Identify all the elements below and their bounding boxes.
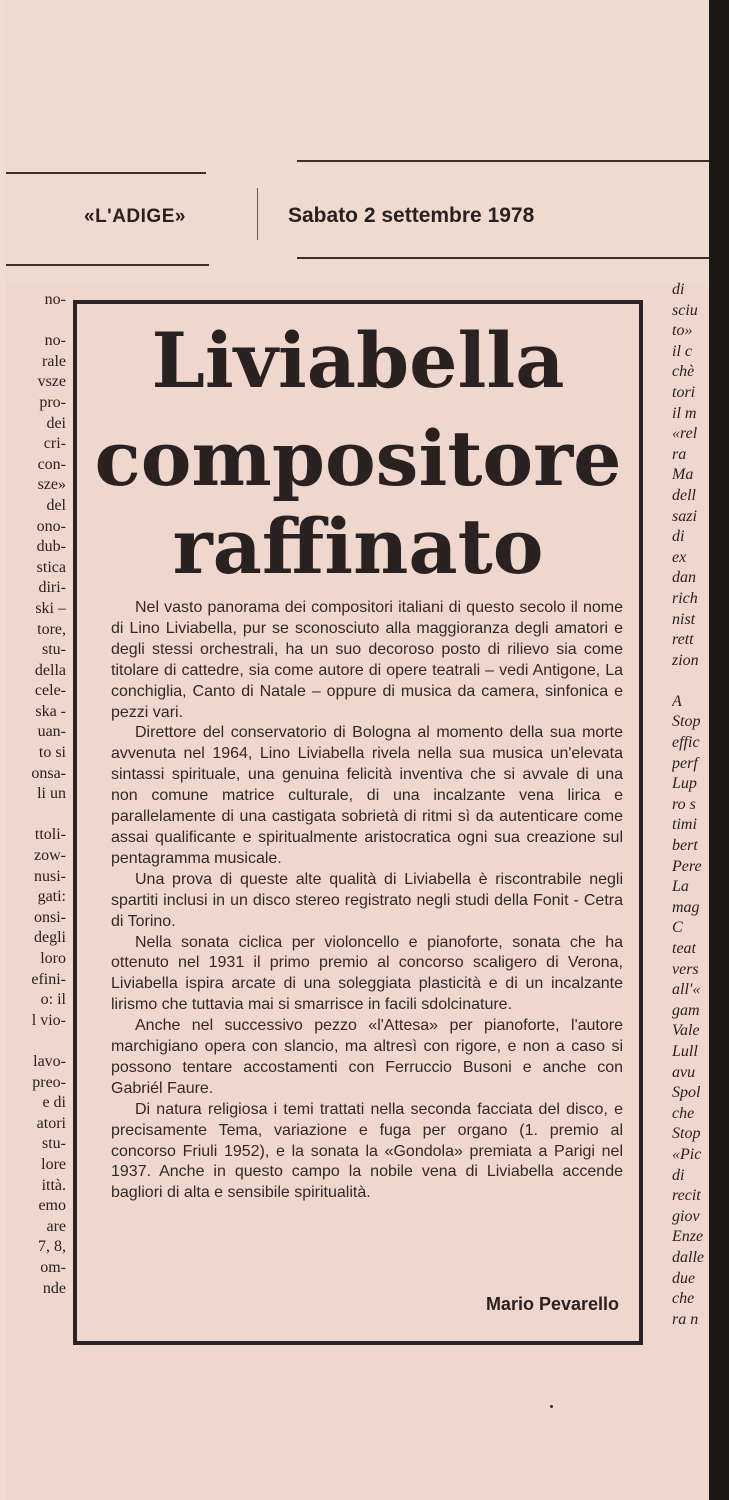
right-column-fragment: Ma (672, 466, 694, 484)
right-column-fragment: to» (672, 322, 693, 340)
right-column-fragment: Pere (672, 857, 702, 875)
right-column-fragment: Lup (672, 775, 697, 793)
right-column-fragment: giov (672, 1207, 700, 1225)
right-column-fragment: ra (672, 445, 687, 463)
masthead-divider (257, 188, 258, 240)
left-column-fragment: gati: (37, 888, 66, 906)
left-column-fragment: ono- (36, 517, 66, 535)
adjacent-column-right (672, 280, 712, 1330)
right-column-fragment (672, 671, 712, 692)
left-column-fragment: ttoli- (34, 826, 66, 844)
left-column-fragment: nde (42, 1279, 66, 1297)
left-column-fragment: loro (40, 950, 66, 967)
right-column-fragment: timi (672, 816, 697, 834)
left-column-fragment: no- (44, 332, 66, 350)
left-column-fragment: om- (40, 1258, 66, 1276)
right-column-fragment: ex (672, 548, 687, 566)
right-column-fragment: di (672, 528, 685, 546)
left-column-fragment: lore (41, 1155, 66, 1173)
left-column-fragment: dei (46, 414, 66, 432)
left-column-fragment: to si (38, 744, 66, 762)
left-column-fragment: ska - (35, 702, 66, 720)
publication-date: Sabato 2 settembre 1978 (288, 204, 535, 227)
right-column-fragment: dalle (672, 1248, 704, 1266)
left-column-fragment: onsa- (31, 764, 66, 782)
right-column-fragment: La (672, 878, 689, 896)
article-paragraph: Anche nel successivo pezzo «l'Attesa» per pianoforte, l'autore marchigiano opera con slancio, ma altresì con rigore, e non a caso si possono tentare accostamenti con Ferruccio Busoni e anche con Gabriél Faure. (111, 1017, 623, 1097)
article-frame (73, 300, 643, 1345)
left-column-fragment: ittà. (41, 1176, 66, 1194)
left-column-fragment: emo (38, 1197, 66, 1215)
right-column-fragment: vers (672, 960, 699, 978)
headline-line: Liviabella (151, 316, 565, 405)
right-column-fragment: di (672, 281, 685, 298)
right-column-fragment: due (672, 1269, 696, 1287)
left-column-fragment: sze» (37, 476, 66, 494)
left-column-fragment: no- (44, 291, 66, 308)
left-column-fragment: stica (36, 558, 66, 576)
right-column-fragment: gam (672, 1001, 700, 1019)
newspaper-name: «L'ADIGE» (84, 206, 186, 227)
left-column-fragment: zow- (34, 847, 66, 865)
masthead-rule-bottom-left (6, 264, 209, 266)
headline-line: raffinato (172, 502, 544, 591)
left-column-fragment: della (34, 661, 66, 679)
right-column-fragment: mag (672, 898, 700, 916)
right-column-fragment: dell (672, 486, 696, 504)
article-body (111, 598, 623, 1204)
right-column-fragment: sciu (672, 301, 698, 319)
left-column-fragment: tore, (37, 620, 66, 638)
left-column-fragment: are (46, 1217, 66, 1235)
right-column-fragment: il c (672, 342, 692, 360)
right-column-fragment: Stop (672, 1125, 701, 1143)
right-column-fragment: Lull (672, 1042, 698, 1060)
left-column-fragment: del (46, 496, 66, 514)
left-column-fragment (6, 1031, 66, 1052)
article-byline: Mario Pevarello (485, 1294, 619, 1314)
left-column-fragment: rale (42, 352, 66, 370)
masthead-rule-bottom-right (297, 257, 709, 259)
left-column-fragment: stu- (42, 641, 66, 659)
right-column-fragment: tori (672, 383, 696, 401)
right-column-fragment: «rel (672, 425, 698, 443)
left-column-fragment: degli (34, 929, 66, 947)
left-column-fragment (6, 805, 66, 826)
right-column-fragment: rich (672, 589, 698, 607)
left-column-fragment: dub- (36, 538, 66, 556)
left-column-fragment: efini- (31, 970, 66, 988)
right-column-fragment: di (672, 1166, 685, 1184)
left-column-fragment: li un (37, 785, 66, 803)
right-column-fragment: rett (672, 631, 694, 649)
masthead-rule-top-right (297, 160, 709, 162)
right-column-fragment: che (672, 1290, 695, 1308)
clipping-header-paper (6, 0, 709, 290)
scan-background-edge (709, 0, 729, 1500)
right-column-fragment: Spol (672, 1084, 701, 1102)
right-column-fragment: Stop (672, 713, 701, 731)
left-column-fragment: onsi- (34, 908, 66, 926)
left-column-fragment: e di (42, 1094, 66, 1112)
print-speck (550, 1405, 553, 1408)
right-column-fragment: nist (672, 610, 696, 628)
left-column-fragment: stu- (42, 1135, 66, 1153)
right-column-fragment: all'« (672, 981, 701, 999)
left-column-fragment: 7, 8, (38, 1238, 66, 1256)
left-column-fragment: con- (37, 455, 66, 473)
right-column-fragment: Vale (672, 1022, 700, 1040)
article-paragraph: Di natura religiosa i temi trattati nella seconda facciata del disco, e precisamente Tema, variazione e fuga per organo (1. premio al concorso Friuli 1952), e la sonata la «Gondola» premiata a Parigi nel 1937. Anche in questo campo la nobile vena di Liviabella accende bagliori di alta e sensibile spiritualità. (111, 1100, 623, 1202)
left-column-fragment: ski – (35, 599, 66, 617)
right-column-fragment: A (672, 692, 682, 710)
left-column-fragment: atori (36, 1114, 66, 1132)
right-column-fragment: zion (672, 651, 699, 669)
left-column-fragment: pro- (39, 393, 66, 411)
left-column-fragment: cele- (34, 682, 66, 700)
right-column-fragment: effic (672, 734, 700, 752)
article-paragraph: Nel vasto panorama dei compositori italiani di questo secolo il nome di Lino Liviabella, pur se sconosciuto alla maggioranza degli amatori e degli stessi orchestrali, ha un suo decoroso posto di rilievo sia come titolare di cattedre, sia come autore di opere teatrali – vedi Antigone, La conchiglia, Canto di Natale – oppure di musica da camera, sinfonica e pezzi vari. (111, 599, 623, 721)
right-column-fragment: bert (672, 837, 698, 855)
right-column-fragment: il m (672, 404, 697, 422)
left-column-fragment: diri- (38, 579, 66, 597)
masthead-rule-top-left (6, 172, 206, 174)
left-column-fragment: cri- (43, 435, 66, 453)
left-column-fragment: lavo- (33, 1052, 66, 1070)
right-column-fragment: C (672, 919, 683, 937)
adjacent-column-left (6, 290, 66, 1299)
left-column-fragment: l vio- (31, 1011, 66, 1029)
right-column-fragment: ro s (672, 795, 696, 813)
right-column-fragment: Enze (672, 1228, 704, 1246)
left-column-fragment: o: il (40, 991, 66, 1009)
right-column-fragment: teat (672, 940, 696, 957)
right-column-fragment: ra n (672, 1310, 699, 1328)
left-column-fragment: vsze (37, 373, 66, 391)
right-column-fragment: chè (672, 363, 695, 381)
right-column-fragment: recit (672, 1187, 701, 1205)
left-column-fragment: preo- (32, 1073, 66, 1091)
right-column-fragment: perf (672, 754, 698, 772)
left-column-fragment (6, 311, 66, 332)
left-column-fragment: nusi- (34, 867, 66, 885)
right-column-fragment: dan (672, 569, 696, 587)
article-paragraph: Direttore del conservatorio di Bologna al momento della sua morte avvenuta nel 1964, Lino Liviabella rivela nella sua musica un'elevata sintassi spirituale, una genuina felicità inventiva che si avvale di una non comune matrice culturale, di una incalzante vena lirica e parallelamente di una castigata sobrietà di ritmi sì da autenticare come assai qualificante e spiritualmente aristocratica ogni sua creazione sul pentagramma musicale. (111, 724, 623, 867)
right-column-fragment: avu (672, 1063, 696, 1081)
right-column-fragment: «Pic (672, 1145, 702, 1163)
right-column-fragment: sazi (672, 507, 697, 525)
article-paragraph: Una prova di queste alte qualità di Liviabella è riscontrabile negli spartiti inclusi in un disco stereo registrato negli studi della Fonit - Cetra di Torino. (111, 870, 623, 930)
left-column-fragment: uan- (37, 723, 66, 741)
right-column-fragment: che (672, 1104, 695, 1122)
article-paragraph: Nella sonata ciclica per violoncello e pianoforte, sonata che ha ottenuto nel 1931 il primo premio al concorso scaligero di Verona, Liviabella ispira arcate di una soleggiata plasticità e di un incalzante lirismo che tuttavia mai si smarrisce in facili sdolcinature. (111, 933, 623, 1014)
headline-line: compositore (94, 414, 622, 503)
